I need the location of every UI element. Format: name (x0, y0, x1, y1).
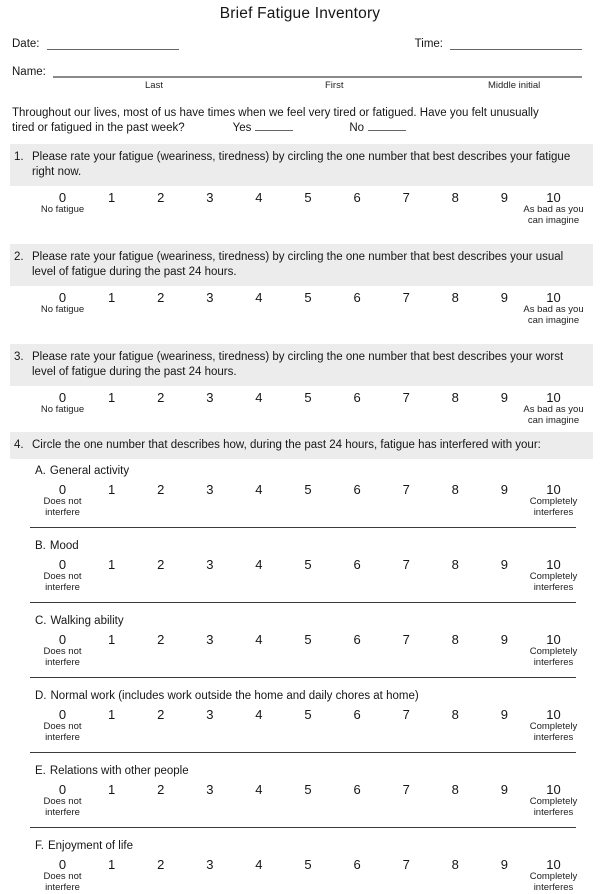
question-3-scale (38, 390, 584, 426)
scale-number[interactable]: 7 (402, 190, 410, 205)
yes-label: Yes (232, 122, 252, 134)
item-label-text: Relations with other people (49, 765, 189, 777)
anchor-high-label: Completely interferes (529, 721, 578, 743)
item-enjoyment-of-life (0, 840, 600, 893)
scale-number[interactable]: 4 (255, 707, 263, 722)
scale-number[interactable]: 8 (451, 707, 459, 722)
intro-line-1: Throughout our lives, most of us have times when we feel very tired or fatigued. Have you felt unusually (12, 107, 539, 119)
question-3-prompt (10, 344, 593, 386)
date-time-row (12, 37, 582, 50)
scale-number[interactable]: 2 (157, 482, 165, 497)
anchor-low-label: Does not interfere (43, 571, 82, 593)
scale-number[interactable]: 9 (500, 190, 508, 205)
scale-number[interactable]: 1 (108, 857, 116, 872)
scale-number[interactable]: 9 (500, 632, 508, 647)
item-letter: B. (35, 540, 46, 552)
question-3-scale-numbers (38, 390, 578, 405)
scale-number[interactable]: 4 (255, 390, 263, 405)
scale-number[interactable]: 3 (206, 390, 214, 405)
item-label-text: Mood (49, 540, 79, 552)
scale-number[interactable]: 7 (402, 707, 410, 722)
item-letter: A. (35, 465, 46, 477)
name-field-group (12, 63, 582, 78)
scale-number[interactable]: 1 (108, 632, 116, 647)
anchor-low-label: Does not interfere (43, 496, 82, 518)
anchor-high-label: Completely interferes (529, 871, 578, 893)
scale-number[interactable]: 3 (206, 782, 214, 797)
scale-number[interactable]: 0 (58, 632, 67, 647)
date-field-group (12, 37, 179, 50)
scale-number[interactable]: 5 (304, 290, 312, 305)
scale-number[interactable]: 5 (304, 632, 312, 647)
scale-number[interactable]: 0 (58, 290, 67, 305)
item-letter: C. (35, 615, 47, 627)
item-letter: F. (35, 840, 44, 852)
name-label: Name: (12, 66, 46, 78)
scale-number[interactable]: 6 (353, 190, 361, 205)
scale-number[interactable]: 10 (546, 557, 561, 572)
scale-number[interactable]: 9 (500, 482, 508, 497)
scale-number[interactable]: 2 (157, 290, 165, 305)
date-input-line[interactable] (47, 37, 179, 50)
scale-number[interactable]: 6 (353, 557, 361, 572)
scale-number[interactable]: 3 (206, 482, 214, 497)
section-divider (30, 602, 576, 603)
item-e-scale (38, 782, 578, 818)
scale-number[interactable]: 2 (157, 190, 165, 205)
no-input-line[interactable] (368, 121, 406, 131)
intro-line-2-text: tired or fatigued in the past week? (12, 122, 185, 134)
item-label-text: Normal work (includes work outside the home and daily chores at home) (50, 690, 419, 702)
scale-number[interactable]: 0 (58, 782, 67, 797)
section-divider (30, 827, 576, 828)
question-4-number: 4. (14, 439, 24, 451)
item-walking-ability (0, 615, 600, 678)
scale-number[interactable]: 6 (353, 632, 361, 647)
question-4-text: Circle the one number that describes how, during the past 24 hours, fatigue has interfered with your: (32, 439, 541, 451)
scale-number[interactable]: 1 (108, 782, 116, 797)
scale-number[interactable]: 2 (157, 707, 165, 722)
anchor-high-label: As bad as you can imagine (523, 404, 584, 426)
scale-number[interactable]: 2 (157, 632, 165, 647)
scale-number[interactable]: 8 (451, 482, 459, 497)
anchor-high-label: As bad as you can imagine (523, 204, 584, 226)
scale-number[interactable]: 5 (304, 390, 312, 405)
scale-number[interactable]: 3 (206, 290, 214, 305)
scale-number[interactable]: 8 (451, 557, 459, 572)
scale-number[interactable]: 10 (546, 782, 561, 797)
scale-number[interactable]: 9 (500, 557, 508, 572)
scale-number[interactable]: 3 (206, 707, 214, 722)
scale-number[interactable]: 5 (304, 857, 312, 872)
item-mood (0, 540, 600, 603)
scale-number[interactable]: 1 (108, 707, 116, 722)
scale-number[interactable]: 4 (255, 857, 263, 872)
scale-number[interactable]: 10 (546, 290, 561, 305)
question-1-prompt (10, 144, 593, 186)
anchor-high-label: Completely interferes (529, 646, 578, 668)
question-2-number: 2. (14, 251, 24, 263)
scale-number[interactable]: 6 (353, 707, 361, 722)
scale-number[interactable]: 1 (108, 557, 116, 572)
scale-number[interactable]: 2 (157, 782, 165, 797)
scale-number[interactable]: 9 (500, 290, 508, 305)
scale-number[interactable]: 7 (402, 290, 410, 305)
scale-number[interactable]: 8 (451, 190, 459, 205)
scale-number[interactable]: 3 (206, 857, 214, 872)
scale-number[interactable]: 3 (206, 190, 214, 205)
item-d-scale (38, 707, 578, 743)
question-4-prompt (10, 432, 593, 459)
scale-number[interactable]: 9 (500, 707, 508, 722)
scale-number[interactable]: 6 (353, 482, 361, 497)
item-normal-work (0, 690, 600, 753)
scale-number[interactable]: 8 (451, 632, 459, 647)
anchor-low-label: No fatigue (40, 404, 85, 415)
scale-number[interactable]: 5 (304, 557, 312, 572)
question-1-text: Please rate your fatigue (weariness, tiredness) by circling the one number that best describes your fatigue right now. (32, 151, 571, 178)
scale-number[interactable]: 1 (108, 290, 116, 305)
item-relations-with-other-people (0, 765, 600, 828)
yes-input-line[interactable] (255, 121, 293, 131)
question-3-number: 3. (14, 351, 24, 363)
question-3-text: Please rate your fatigue (weariness, tiredness) by circling the one number that best describes your worst level of fatigue during the past 24 hours. (32, 351, 564, 378)
scale-number[interactable]: 8 (451, 390, 459, 405)
scale-number[interactable]: 4 (255, 482, 263, 497)
scale-number[interactable]: 6 (353, 290, 361, 305)
scale-number[interactable]: 3 (206, 632, 214, 647)
scale-number[interactable]: 5 (304, 190, 312, 205)
scale-number[interactable]: 0 (58, 390, 67, 405)
scale-number[interactable]: 8 (451, 782, 459, 797)
question-1-number: 1. (14, 151, 24, 163)
anchor-low-label: No fatigue (40, 204, 85, 215)
section-divider (30, 752, 576, 753)
scale-number[interactable]: 1 (108, 390, 116, 405)
name-input-line[interactable] (53, 63, 582, 78)
scale-number[interactable]: 9 (500, 857, 508, 872)
scale-number[interactable]: 3 (206, 557, 214, 572)
scale-number[interactable]: 0 (58, 557, 67, 572)
item-letter: D. (35, 690, 47, 702)
scale-number[interactable]: 4 (255, 190, 263, 205)
no-label: No (349, 122, 365, 134)
scale-number[interactable]: 10 (546, 190, 561, 205)
time-input-line[interactable] (450, 37, 582, 50)
anchor-low-label: No fatigue (40, 304, 85, 315)
scale-number[interactable]: 7 (402, 857, 410, 872)
name-sublabels (12, 80, 582, 91)
scale-number[interactable]: 6 (353, 857, 361, 872)
scale-number[interactable]: 0 (58, 190, 67, 205)
scale-number[interactable]: 1 (108, 482, 116, 497)
name-sublabel-last: Last (145, 80, 163, 91)
item-label-text: General activity (49, 465, 130, 477)
question-4-items (0, 465, 600, 893)
page-title: Brief Fatigue Inventory (219, 5, 381, 22)
item-a-scale (38, 482, 578, 518)
scale-number[interactable]: 6 (353, 782, 361, 797)
date-label: Date: (12, 38, 40, 50)
scale-number[interactable]: 0 (58, 707, 67, 722)
scale-number[interactable]: 5 (304, 482, 312, 497)
scale-number[interactable]: 7 (402, 482, 410, 497)
anchor-low-label: Does not interfere (43, 796, 82, 818)
scale-number[interactable]: 8 (451, 290, 459, 305)
scale-number[interactable]: 4 (255, 632, 263, 647)
anchor-high-label: As bad as you can imagine (523, 304, 584, 326)
anchor-high-label: Completely interferes (529, 571, 578, 593)
item-letter: E. (35, 765, 46, 777)
name-sublabel-first: First (325, 80, 344, 91)
question-1-scale (38, 190, 584, 226)
scale-number[interactable]: 4 (255, 782, 263, 797)
scale-number[interactable]: 10 (546, 632, 561, 647)
anchor-high-label: Completely interferes (529, 796, 578, 818)
scale-number[interactable]: 2 (157, 390, 165, 405)
question-1-scale-numbers (38, 190, 578, 205)
item-general-activity (0, 465, 600, 528)
intro-paragraph (12, 106, 586, 135)
scale-number[interactable]: 10 (546, 857, 561, 872)
item-f-scale (38, 857, 578, 893)
scale-number[interactable]: 4 (255, 290, 263, 305)
intro-line-2 (12, 121, 586, 135)
name-sublabel-middle-initial: Middle initial (488, 80, 541, 91)
anchor-high-label: Completely interferes (529, 496, 578, 518)
scale-number[interactable]: 6 (353, 390, 361, 405)
item-c-scale (38, 632, 578, 668)
question-2-prompt (10, 244, 593, 286)
time-label: Time: (414, 38, 443, 50)
scale-number[interactable]: 2 (157, 557, 165, 572)
scale-number[interactable]: 0 (58, 482, 67, 497)
scale-number[interactable]: 10 (546, 707, 561, 722)
question-2-text: Please rate your fatigue (weariness, tiredness) by circling the one number that best describes your usual level of fatigue during the past 24 hours. (32, 251, 564, 278)
scale-number[interactable]: 4 (255, 557, 263, 572)
item-label-text: Walking ability (50, 615, 124, 627)
anchor-low-label: Does not interfere (43, 721, 82, 743)
scale-number[interactable]: 5 (304, 782, 312, 797)
scale-number[interactable]: 0 (58, 857, 67, 872)
scale-number[interactable]: 8 (451, 857, 459, 872)
scale-number[interactable]: 9 (500, 390, 508, 405)
scale-number[interactable]: 2 (157, 857, 165, 872)
scale-number[interactable]: 7 (402, 557, 410, 572)
scale-number[interactable]: 7 (402, 632, 410, 647)
time-field-group (415, 37, 582, 50)
item-b-scale (38, 557, 578, 593)
anchor-low-label: Does not interfere (43, 871, 82, 893)
anchor-low-label: Does not interfere (43, 646, 82, 668)
section-divider (30, 527, 576, 528)
scale-number[interactable]: 10 (546, 482, 561, 497)
question-2-scale (38, 290, 584, 326)
scale-number[interactable]: 5 (304, 707, 312, 722)
scale-number[interactable]: 1 (108, 190, 116, 205)
scale-number[interactable]: 9 (500, 782, 508, 797)
section-divider (30, 677, 576, 678)
item-label-text: Enjoyment of life (47, 840, 133, 852)
scale-number[interactable]: 10 (546, 390, 561, 405)
scale-number[interactable]: 7 (402, 390, 410, 405)
scale-number[interactable]: 7 (402, 782, 410, 797)
question-2-scale-numbers (38, 290, 578, 305)
